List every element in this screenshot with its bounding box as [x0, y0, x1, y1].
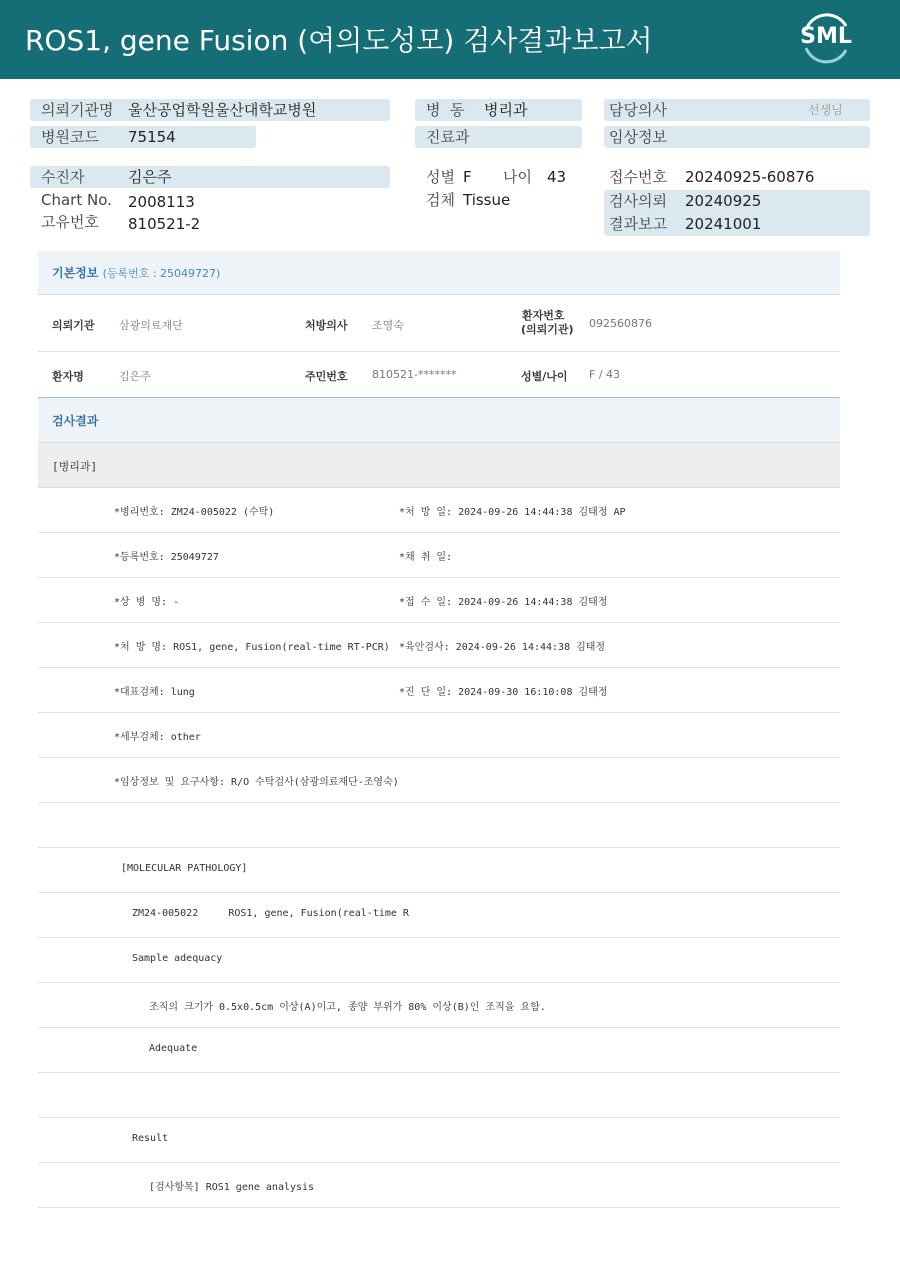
- request-date-value: 20240925: [685, 192, 762, 210]
- requester-org-label: 의뢰기관명: [41, 101, 114, 119]
- result-line-right: *육안검사: 2024-09-26 14:44:38 김태정: [399, 642, 606, 653]
- test-item-row: [38, 1163, 840, 1208]
- chart-no-label: Chart No.: [41, 191, 112, 209]
- result-line: [38, 668, 840, 713]
- result-line-left: *임상정보 및 요구사항: R/O 수탁검사(삼광의료재단-조영숙): [114, 777, 399, 788]
- adequacy-desc-row: [38, 983, 840, 1028]
- result-line: [38, 578, 840, 623]
- specimen-label: 검체: [426, 191, 455, 209]
- ward-value: 병리과: [484, 101, 528, 119]
- result-line-right: *채 취 일:: [399, 552, 453, 563]
- clinical-label: 임상정보: [609, 128, 667, 146]
- doctor-label: 담당의사: [609, 101, 667, 119]
- result-title: 검사결과: [52, 414, 99, 428]
- patient-value: 김은주: [128, 168, 172, 186]
- result-line-right: *진 단 일: 2024-09-30 16:10:08 김태정: [399, 687, 608, 698]
- basic-info-header: [38, 251, 840, 295]
- result-line-left: *상 병 명: -: [114, 597, 180, 608]
- patient-id-value: 092560876: [589, 317, 652, 330]
- logo-text: SML: [800, 24, 852, 49]
- prescriber-value: 조영숙: [372, 319, 404, 332]
- result-line-right: *처 방 일: 2024-09-26 14:44:38 김태정 AP: [399, 507, 626, 518]
- org-label: 의뢰기관: [52, 319, 95, 332]
- patient-name-value: 김은주: [119, 370, 151, 383]
- report-date-value: 20241001: [685, 215, 762, 233]
- blank-row: [38, 1073, 840, 1118]
- mp-line-row: [38, 893, 840, 938]
- prescriber-label: 처방의사: [305, 319, 348, 332]
- result-line: [38, 713, 840, 758]
- result-line-left: *대표검체: lung: [114, 687, 195, 698]
- sex-age-value: F / 43: [589, 368, 621, 381]
- report-date-label: 결과보고: [609, 215, 667, 233]
- department-tag: [병리과]: [52, 460, 98, 473]
- report-title: ROS1, gene Fusion (여의도성모) 검사결과보고서: [25, 24, 653, 57]
- result-line-left: *등록번호: 25049727: [114, 552, 219, 563]
- mp-line: ZM24-005022 ROS1, gene, Fusion(real-time R: [132, 908, 409, 919]
- result-line-right: *접 수 일: 2024-09-26 14:44:38 김태정: [399, 597, 608, 608]
- requester-org-value: 울산공업학원울산대학교병원: [128, 101, 317, 119]
- result-title-row: [38, 1118, 840, 1163]
- rrn-value: 810521-*******: [372, 368, 457, 381]
- basic-info-row-2: [38, 352, 840, 398]
- chart-no-value: 2008113: [128, 193, 195, 211]
- adequacy-value-row: [38, 1028, 840, 1073]
- report-header: [0, 0, 900, 79]
- adequacy-title-row: [38, 938, 840, 983]
- adequacy-desc: 조직의 크기가 0.5x0.5cm 이상(A)이고, 종양 부위가 80% 이상(B)인 조직을 요함.: [149, 1002, 546, 1013]
- patient-id-label-line1: 환자번호: [522, 309, 565, 322]
- result-line: [38, 623, 840, 668]
- age-value: 43: [547, 168, 567, 186]
- sex-age-label: 성별/나이: [521, 370, 568, 383]
- ward-label: 병 동: [426, 101, 465, 119]
- mp-header-row: [38, 848, 840, 893]
- result-line: [38, 488, 840, 533]
- adequacy-title: Sample adequacy: [132, 953, 223, 964]
- rrn-label: 주민번호: [305, 370, 348, 383]
- mp-header: [MOLECULAR PATHOLOGY]: [121, 863, 248, 874]
- age-label: 나이: [503, 168, 532, 186]
- result-section-title: Result: [132, 1133, 169, 1144]
- patient-id-label: [521, 309, 574, 337]
- department-label: 진료과: [426, 128, 470, 146]
- adequacy-value: Adequate: [149, 1043, 198, 1054]
- basic-info-title-text: 기본정보: [52, 266, 99, 280]
- patient-label: 수진자: [41, 168, 85, 186]
- department-row: [38, 443, 840, 488]
- report-table: [38, 251, 840, 1208]
- result-line-left: *처 방 명: ROS1, gene, Fusion(real-time RT-PCR): [114, 642, 390, 653]
- doctor-suffix: 선생님: [808, 103, 843, 117]
- sex-label: 성별: [426, 168, 455, 186]
- patient-id-label-line2: (의뢰기관): [521, 323, 574, 336]
- specimen-value: Tissue: [463, 191, 511, 209]
- registration-note: (등록번호 : 25049727): [102, 267, 221, 280]
- result-line-left: *병리번호: ZM24-005022 (수탁): [114, 507, 275, 518]
- result-line: [38, 758, 840, 803]
- result-line-left: *세부검체: other: [114, 732, 201, 743]
- blank-row: [38, 803, 840, 848]
- receipt-no-label: 접수번호: [609, 168, 667, 186]
- test-item: [검사항목] ROS1 gene analysis: [149, 1182, 315, 1193]
- unique-no-label: 고유번호: [41, 213, 99, 231]
- sex-value: F: [463, 168, 472, 186]
- sml-logo: [798, 12, 854, 64]
- result-header: [38, 398, 840, 443]
- receipt-no-value: 20240925-60876: [685, 168, 815, 186]
- org-value: 삼광의료재단: [119, 319, 183, 332]
- patient-name-label: 환자명: [52, 370, 84, 383]
- request-date-label: 검사의뢰: [609, 192, 667, 210]
- hospital-code-value: 75154: [128, 128, 176, 146]
- basic-info-row-1: [38, 295, 840, 352]
- hospital-code-label: 병원코드: [41, 128, 99, 146]
- result-line: [38, 533, 840, 578]
- basic-info-title: [52, 264, 220, 281]
- unique-no-value: 810521-2: [128, 215, 201, 233]
